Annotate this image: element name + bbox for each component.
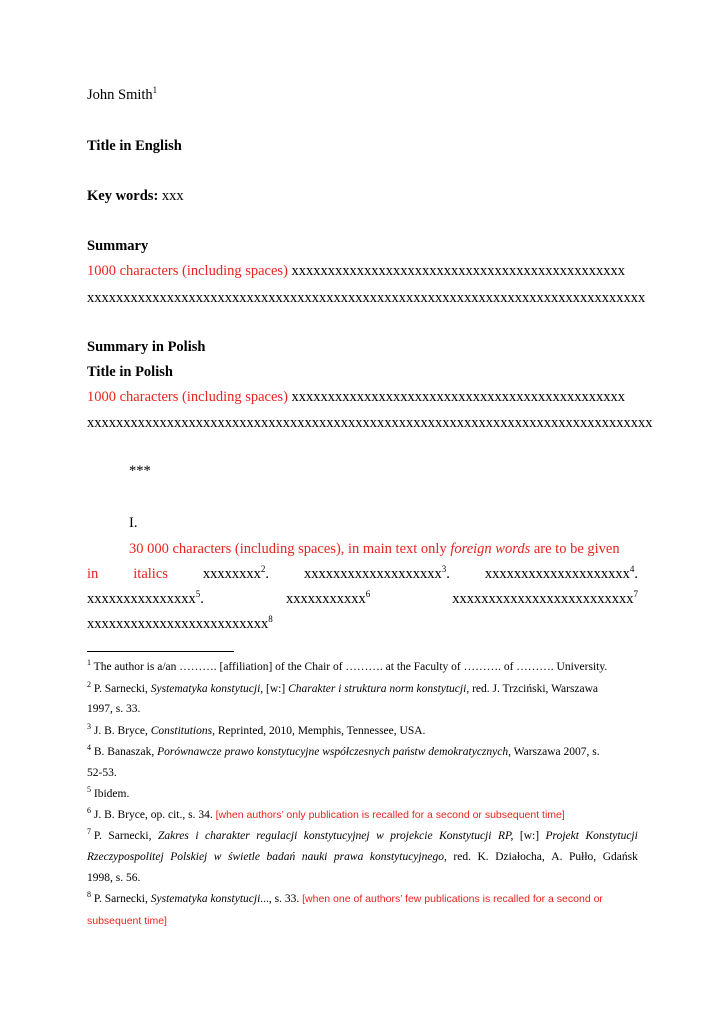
x-run: xxxxxxxxxxxxxxxxxxxx xyxy=(484,566,630,582)
footnote-word: Sarnecki, xyxy=(108,830,152,842)
footnote-ref-1[interactable]: 1 xyxy=(152,85,158,96)
summary-limit: 1000 characters (including spaces) xyxy=(87,263,288,279)
footnote-word: Polskiej xyxy=(170,851,208,863)
editor-note: subsequent time] xyxy=(87,915,167,927)
footnote-ref-2[interactable]: 2 xyxy=(260,564,266,575)
footnote-8 xyxy=(87,892,638,906)
footnote-ref-3[interactable]: 3 xyxy=(441,564,447,575)
footnote-2-line-2: 1997, s. 33. xyxy=(87,703,141,715)
footnote-word: charakter xyxy=(205,830,250,842)
summary-polish-limit: 1000 characters (including spaces) xyxy=(87,389,288,405)
keywords-line xyxy=(87,187,184,205)
footnote-text: , Warszawa 2007, s. xyxy=(508,746,600,758)
footnote-text: J. B. Bryce, xyxy=(91,725,151,737)
footnote-text: , red. J. Trzciński, Warszawa xyxy=(466,683,599,695)
x-run: xxxxxxxxxxxxxxxxxxx xyxy=(304,566,442,582)
footnote-number: 8 xyxy=(87,890,91,900)
footnote-word: RP, xyxy=(497,830,514,842)
main-text-x2: xxxxxxxx$^2$. xyxy=(202,564,270,582)
footnote-ref-4[interactable]: 4 xyxy=(629,564,635,575)
footnote-word: Gdańsk xyxy=(602,851,638,863)
summary-polish-line-1 xyxy=(87,388,625,406)
separator: *** xyxy=(129,463,151,479)
footnote-4 xyxy=(87,745,638,759)
footnote-number: 6 xyxy=(87,806,91,816)
footnote-4-line-2: 52-53. xyxy=(87,767,117,779)
footnote-ref-6[interactable]: 6 xyxy=(365,589,371,600)
footnote-word: P. xyxy=(91,830,102,842)
footnote-italic: Charakter i struktura norm konstytucji xyxy=(288,683,467,695)
summary-polish-heading: Summary in Polish xyxy=(87,339,206,355)
footnote-word: Działocha, xyxy=(495,851,545,863)
footnote-text: J. B. Bryce, op. cit., s. 34. xyxy=(91,809,216,821)
footnote-word: Pułło, xyxy=(569,851,597,863)
footnote-italic: Porównawcze prawo konstytucyjne współczesnych państw demokratycznych xyxy=(157,746,509,758)
footnote-italic: Systematyka konstytucji xyxy=(150,683,261,695)
footnote-text: , [w:] xyxy=(260,683,289,695)
footnote-7-line-2 xyxy=(87,850,638,864)
footnote-text: ..., s. 33. xyxy=(260,893,303,905)
footnote-word: w xyxy=(213,851,222,863)
footnote-3 xyxy=(87,724,638,738)
keywords-label: Key words: xyxy=(87,188,159,204)
footnote-text: Reprinted, 2010, Memphis, Tennessee, USA. xyxy=(214,725,426,737)
footnote-word: świetle xyxy=(228,851,260,863)
footnote-word: nauki xyxy=(301,851,328,863)
footnote-ref-7[interactable]: 7 xyxy=(633,589,638,600)
summary-polish-text-1: xxxxxxxxxxxxxxxxxxxxxxxxxxxxxxxxxxxxxxxxxxxxxx xyxy=(291,389,626,405)
main-text-x3: xxxxxxxxxxxxxxxxxxx$^3$. xyxy=(304,564,450,582)
footnote-2 xyxy=(87,682,638,696)
main-text-line-2 xyxy=(87,565,638,583)
footnote-italic: Systematyka konstytucji xyxy=(150,893,261,905)
main-text-part: are to be given xyxy=(530,541,620,557)
main-word-italics: italics xyxy=(133,566,168,582)
footnote-word: regulacji xyxy=(256,830,298,842)
footnote-word: Konstytucji xyxy=(585,830,638,842)
footnote-word: prawa xyxy=(333,851,364,863)
footnote-7 xyxy=(87,829,638,843)
summary-line-2: xxxxxxxxxxxxxxxxxxxxxxxxxxxxxxxxxxxxxxxxxxxxxxxxxxxxxxxxxxxxxxxxxxxxxxxxxxxxx xyxy=(87,290,646,306)
keywords-value: xxx xyxy=(161,188,184,204)
footnote-text: P. Sarnecki, xyxy=(91,683,151,695)
title-english: Title in English xyxy=(87,138,182,154)
footnote-number: 1 xyxy=(87,658,91,668)
x-run: xxxxxxxxxxxxxxxxxxxxxxxxx xyxy=(452,591,634,607)
footnote-6 xyxy=(87,808,638,822)
footnote-word: badań xyxy=(266,851,296,863)
main-text-part: 30 000 characters (including spaces), in main text only xyxy=(129,541,451,557)
footnote-word: w xyxy=(376,830,384,842)
footnote-separator xyxy=(87,651,234,652)
footnote-italic: Constitutions, xyxy=(150,725,215,737)
footnote-text: P. Sarnecki, xyxy=(91,893,151,905)
footnote-word: K. xyxy=(477,851,489,863)
main-word-in: in xyxy=(87,566,99,582)
main-text-x5: xxxxxxxxxxxxxxx$^5$. xyxy=(87,589,204,607)
section-number: I. xyxy=(129,515,138,531)
x-run: xxxxxxxxxxxxxxx xyxy=(87,591,196,607)
footnote-text: Ibidem. xyxy=(91,788,130,800)
footnote-8-line-2 xyxy=(87,914,638,928)
footnote-word: red. xyxy=(453,851,471,863)
main-text-x7 xyxy=(452,590,638,608)
footnote-number: 3 xyxy=(87,722,91,732)
x-run: xxxxxxxx xyxy=(202,566,261,582)
footnote-ref-8[interactable]: 8 xyxy=(268,614,273,625)
footnote-word: i xyxy=(195,830,199,842)
footnote-7-line-3: 1998, s. 56. xyxy=(87,872,141,884)
footnote-word: Zakres xyxy=(157,830,189,842)
main-text-line-4 xyxy=(87,615,273,633)
footnote-word: konstytucyjnego xyxy=(369,851,444,863)
summary-text-1: xxxxxxxxxxxxxxxxxxxxxxxxxxxxxxxxxxxxxxxxxxxxxx xyxy=(291,263,626,279)
footnote-word: Projekt xyxy=(545,830,579,842)
main-text-line-3 xyxy=(87,590,638,608)
footnote-number: 4 xyxy=(87,743,91,753)
main-text-x4: xxxxxxxxxxxxxxxxxxxx$^4$. xyxy=(484,564,638,582)
footnote-number: 7 xyxy=(87,827,91,837)
footnote-5 xyxy=(87,787,638,801)
footnote-ref-5[interactable]: 5 xyxy=(195,589,201,600)
footnote-word: A. xyxy=(551,851,563,863)
main-text-x6 xyxy=(286,590,370,608)
footnote-word: , xyxy=(443,851,447,863)
footnote-7-start xyxy=(87,829,102,843)
x-run: xxxxxxxxxxx xyxy=(285,591,366,607)
footnote-number: 2 xyxy=(87,680,91,690)
footnote-word: Rzeczypospolitej xyxy=(87,851,164,863)
main-text-italic: foreign words xyxy=(450,541,531,557)
footnote-word: projekcie xyxy=(390,830,433,842)
summary-heading: Summary xyxy=(87,238,149,254)
footnote-word: konstytucyjnej xyxy=(303,830,370,842)
footnote-word: [w:] xyxy=(519,830,540,842)
x-run: xxxxxxxxxxxxxxxxxxxxxxxxx xyxy=(87,616,269,632)
title-polish: Title in Polish xyxy=(87,364,173,380)
summary-polish-line-2: xxxxxxxxxxxxxxxxxxxxxxxxxxxxxxxxxxxxxxxxxxxxxxxxxxxxxxxxxxxxxxxxxxxxxxxxxxxxxx xyxy=(87,415,653,431)
footnote-text: The author is a/an ………. [affiliation] of the Chair of ………. at the Faculty of ………. of ………. University. xyxy=(91,661,608,673)
author-line xyxy=(87,86,157,104)
editor-note: [when authors’ only publication is recalled for a second or subsequent time] xyxy=(215,809,565,821)
footnote-number: 5 xyxy=(87,785,91,795)
footnote-word-group xyxy=(370,850,447,864)
footnote-1 xyxy=(87,660,638,674)
editor-note: [when one of authors’ few publications is recalled for a second or xyxy=(302,893,603,905)
summary-line-1 xyxy=(87,262,625,280)
main-text-line-1 xyxy=(129,540,638,558)
footnote-word: Konstytucji xyxy=(439,830,492,842)
footnote-text: B. Banaszak, xyxy=(91,746,158,758)
author-name: John Smith xyxy=(87,87,153,103)
